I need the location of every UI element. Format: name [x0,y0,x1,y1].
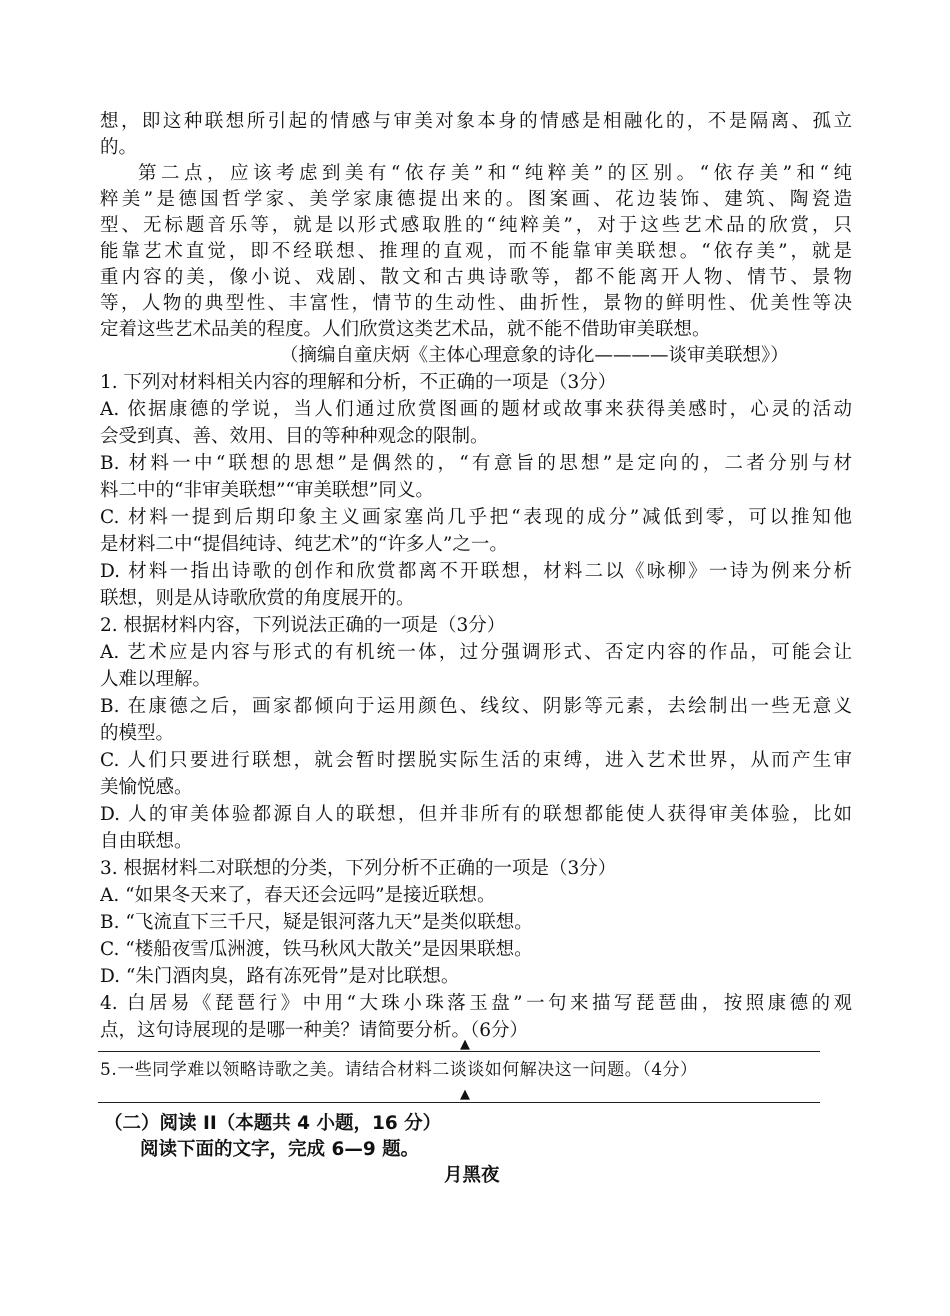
question-1-stem: 1. 下列对材料相关内容的理解和分析，不正确的一项是（3分） [100,372,617,393]
q2-option-a-cont: 人难以理解。 [100,669,212,690]
passage-line: 定着这些艺术品美的程度。人们欣赏这类艺术品，就不能不借助审美联想。 [100,319,711,340]
passage-line: 等，人物的典型性、丰富性，情节的生动性、曲折性，景物的鲜明性、优美性等决 [100,293,852,314]
passage-line: 的。 [100,137,138,158]
section-heading: （二）阅读 II（本题共 4 小题，16 分） [104,1113,442,1134]
question-3-stem: 3. 根据材料二对联想的分类，下列分析不正确的一项是（3分） [100,858,617,879]
q1-option-a-cont: 会受到真、善、效用、目的等种种观念的限制。 [100,426,489,447]
q1-option-d-cont: 联想，则是从诗歌欣赏的角度展开的。 [100,588,415,609]
passage-line: 型、无标题音乐等，就是以形式感取胜的“纯粹美”，对于这些艺术品的欣赏，只 [100,215,852,236]
passage-line: 第二点，应该考虑到美有“依存美”和“纯粹美”的区别。“依存美”和“纯 [138,163,852,184]
q2-option-b: B. 在康德之后，画家都倾向于运用颜色、线纹、阴影等元素，去绘制出一些无意义 [100,696,852,717]
q2-option-d-cont: 自由联想。 [100,831,193,852]
question-4-stem-cont: 点，这句诗展现的是哪一种美？请简要分析。（6分） [100,1020,529,1041]
q2-option-a: A. 艺术应是内容与形式的有机统一体，过分强调形式、否定内容的作品，可能会让 [100,642,852,663]
q1-option-c: C. 材料一提到后期印象主义画家塞尚几乎把“表现的成分”减低到零，可以推知他 [100,507,852,528]
q2-option-c-cont: 美愉悦感。 [100,777,193,798]
question-5-stem: 5.一些同学难以领略诗歌之美。请结合材料二谈谈如何解决这一问题。（4分） [100,1060,698,1080]
q1-option-b-cont: 料二中的“非审美联想”“审美联想”同义。 [100,480,434,501]
passage-source: （摘编自童庆炳《主体心理意象的诗化————谈审美联想》） [280,345,789,366]
section-instruction: 阅读下面的文字，完成 6—9 题。 [140,1139,420,1160]
passage-title: 月黑夜 [444,1165,500,1186]
q3-option-c: C. “楼船夜雪瓜洲渡，铁马秋风大散关”是因果联想。 [100,939,533,960]
answer-line [98,1051,820,1052]
q2-option-b-cont: 的模型。 [100,723,175,744]
passage-line: 能靠艺术直觉，即不经联想、推理的直观，而不能靠审美联想。“依存美”，就是 [100,241,852,262]
passage-line: 重内容的美，像小说、戏剧、散文和古典诗歌等，都不能离开人物、情节、景物 [100,267,852,288]
q1-option-c-cont: 是材料二中“提倡纯诗、纯艺术”的“许多人”之一。 [100,534,508,555]
question-2-stem: 2. 根据材料内容，下列说法正确的一项是（3分） [100,615,506,636]
q1-option-a: A. 依据康德的学说，当人们通过欣赏图画的题材或故事来获得美感时，心灵的活动 [100,399,852,420]
q3-option-b: B. “飞流直下三千尺，疑是银河落九天”是类似联想。 [100,912,533,933]
question-4-stem: 4. 白居易《琵琶行》中用“大珠小珠落玉盘”一句来描写琵琶曲，按照康德的观 [100,993,852,1014]
q3-option-d: D. “朱门酒肉臭，路有冻死骨”是对比联想。 [100,966,460,987]
answer-line [98,1102,820,1103]
q3-option-a: A. “如果冬天来了，春天还会远吗”是接近联想。 [100,885,496,906]
answer-area-marker: ▲ [460,1037,470,1052]
q1-option-b: B. 材料一中“联想的思想”是偶然的，“有意旨的思想”是定向的，二者分别与材 [100,453,852,474]
answer-area-marker: ▲ [460,1087,470,1102]
q2-option-c: C. 人们只要进行联想，就会暂时摆脱实际生活的束缚，进入艺术世界，从而产生审 [100,750,852,771]
passage-line: 想，即这种联想所引起的情感与审美对象本身的情感是相融化的，不是隔离、孤立 [100,111,852,132]
q1-option-d: D. 材料一指出诗歌的创作和欣赏都离不开联想，材料二以《咏柳》一诗为例来分析 [100,561,852,582]
passage-line: 粹美”是德国哲学家、美学家康德提出来的。图案画、花边装饰、建筑、陶瓷造 [100,189,852,210]
q2-option-d: D. 人的审美体验都源自人的联想，但并非所有的联想都能使人获得审美体验，比如 [100,804,852,825]
